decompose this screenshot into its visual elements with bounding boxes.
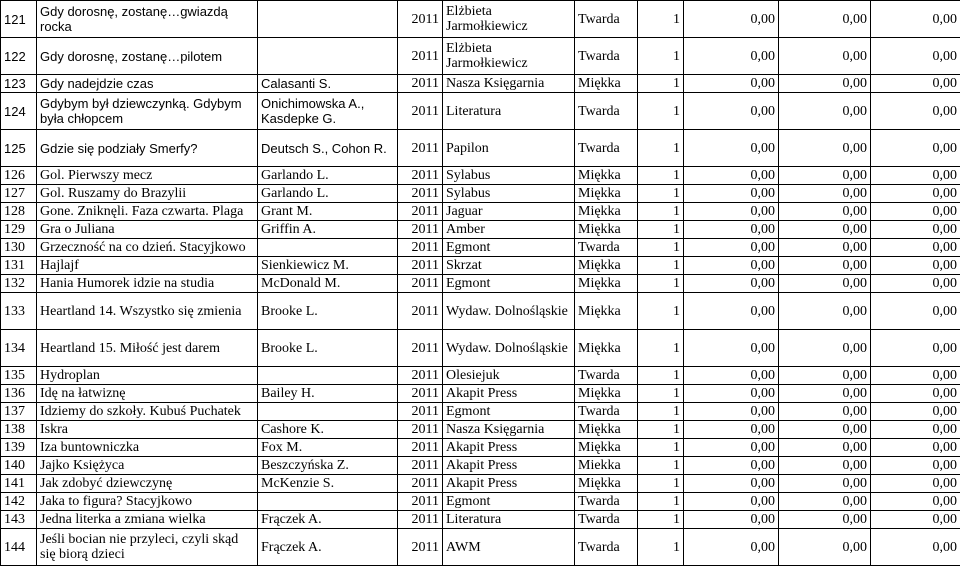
publisher-cell: Olesiejuk <box>443 367 575 385</box>
cover-cell: Twarda <box>575 493 638 511</box>
publisher-cell: Sylabus <box>443 167 575 185</box>
price-vat-cell: 0,00 <box>779 403 871 421</box>
price-vat-cell: 0,00 <box>779 239 871 257</box>
publisher-cell: Literatura <box>443 511 575 529</box>
cover-cell: Miękka <box>575 75 638 93</box>
publisher-cell: Sylabus <box>443 185 575 203</box>
quantity-cell: 1 <box>638 529 684 566</box>
title-cell: Gdy dorosnę, zostanę…gwiazdą rocka <box>37 1 258 38</box>
author-cell: Fox M. <box>258 439 398 457</box>
publisher-cell: Papilon <box>443 130 575 167</box>
table-row <box>1 1 960 38</box>
table-row <box>1 293 960 330</box>
author-cell: McDonald M. <box>258 275 398 293</box>
price-net-cell: 0,00 <box>684 257 779 275</box>
price-vat-cell: 0,00 <box>779 330 871 367</box>
price-net-cell: 0,00 <box>684 385 779 403</box>
price-net-cell: 0,00 <box>684 293 779 330</box>
cover-cell: Twarda <box>575 1 638 38</box>
title-cell: Grzeczność na co dzień. Stacyjkowo <box>37 239 258 257</box>
year-cell: 2011 <box>398 203 443 221</box>
table-row <box>1 239 960 257</box>
price-vat-cell: 0,00 <box>779 257 871 275</box>
quantity-cell: 1 <box>638 1 684 38</box>
year-cell: 2011 <box>398 38 443 75</box>
price-net-cell: 0,00 <box>684 493 779 511</box>
row-number-cell: 135 <box>1 367 37 385</box>
row-number-cell: 140 <box>1 457 37 475</box>
price-net-cell: 0,00 <box>684 439 779 457</box>
title-cell: Iskra <box>37 421 258 439</box>
author-cell: Frączek A. <box>258 529 398 566</box>
cover-cell: Twarda <box>575 529 638 566</box>
table-row <box>1 203 960 221</box>
quantity-cell: 1 <box>638 439 684 457</box>
title-cell: Gdybym był dziewczynką. Gdybym była chłopcem <box>37 93 258 130</box>
price-net-cell: 0,00 <box>684 330 779 367</box>
cover-cell: Miękka <box>575 330 638 367</box>
table-row <box>1 221 960 239</box>
row-number-cell: 141 <box>1 475 37 493</box>
price-gross-cell: 0,00 <box>871 257 960 275</box>
price-net-cell: 0,00 <box>684 511 779 529</box>
year-cell: 2011 <box>398 257 443 275</box>
price-vat-cell: 0,00 <box>779 385 871 403</box>
price-gross-cell: 0,00 <box>871 275 960 293</box>
title-cell: Jeśli bocian nie przyleci, czyli skąd się biorą dzieci <box>37 529 258 566</box>
price-vat-cell: 0,00 <box>779 185 871 203</box>
price-vat-cell: 0,00 <box>779 221 871 239</box>
row-number-cell: 144 <box>1 529 37 566</box>
table-row <box>1 257 960 275</box>
publisher-cell: Jaguar <box>443 203 575 221</box>
price-vat-cell: 0,00 <box>779 203 871 221</box>
price-net-cell: 0,00 <box>684 38 779 75</box>
publisher-cell: Akapit Press <box>443 457 575 475</box>
table-row <box>1 457 960 475</box>
year-cell: 2011 <box>398 221 443 239</box>
table-row <box>1 493 960 511</box>
cover-cell: Miękka <box>575 221 638 239</box>
row-number-cell: 123 <box>1 75 37 93</box>
row-number-cell: 128 <box>1 203 37 221</box>
table-row <box>1 421 960 439</box>
title-cell: Gdy nadejdzie czas <box>37 75 258 93</box>
cover-cell: Twarda <box>575 130 638 167</box>
cover-cell: Twarda <box>575 403 638 421</box>
title-cell: Jajko Księżyca <box>37 457 258 475</box>
cover-cell: Twarda <box>575 367 638 385</box>
year-cell: 2011 <box>398 167 443 185</box>
row-number-cell: 139 <box>1 439 37 457</box>
cover-cell: Twarda <box>575 511 638 529</box>
price-vat-cell: 0,00 <box>779 75 871 93</box>
price-vat-cell: 0,00 <box>779 439 871 457</box>
price-vat-cell: 0,00 <box>779 275 871 293</box>
title-cell: Hajlajf <box>37 257 258 275</box>
author-cell: Brooke L. <box>258 293 398 330</box>
year-cell: 2011 <box>398 239 443 257</box>
author-cell: Sienkiewicz M. <box>258 257 398 275</box>
year-cell: 2011 <box>398 457 443 475</box>
price-net-cell: 0,00 <box>684 367 779 385</box>
row-number-cell: 122 <box>1 38 37 75</box>
quantity-cell: 1 <box>638 457 684 475</box>
price-vat-cell: 0,00 <box>779 1 871 38</box>
row-number-cell: 134 <box>1 330 37 367</box>
author-cell: Bailey H. <box>258 385 398 403</box>
table-row <box>1 475 960 493</box>
table-row <box>1 385 960 403</box>
price-net-cell: 0,00 <box>684 529 779 566</box>
row-number-cell: 127 <box>1 185 37 203</box>
table-row <box>1 38 960 75</box>
year-cell: 2011 <box>398 293 443 330</box>
table-row <box>1 403 960 421</box>
cover-cell: Miękka <box>575 421 638 439</box>
title-cell: Jaka to figura? Stacyjkowo <box>37 493 258 511</box>
quantity-cell: 1 <box>638 185 684 203</box>
price-net-cell: 0,00 <box>684 1 779 38</box>
publisher-cell: Nasza Księgarnia <box>443 421 575 439</box>
author-cell: Deutsch S., Cohon R. <box>258 130 398 167</box>
table-row <box>1 275 960 293</box>
quantity-cell: 1 <box>638 93 684 130</box>
table-row <box>1 511 960 529</box>
quantity-cell: 1 <box>638 275 684 293</box>
price-gross-cell: 0,00 <box>871 75 960 93</box>
publisher-cell: Akapit Press <box>443 475 575 493</box>
cover-cell: Twarda <box>575 239 638 257</box>
year-cell: 2011 <box>398 385 443 403</box>
price-vat-cell: 0,00 <box>779 367 871 385</box>
title-cell: Idę na łatwiznę <box>37 385 258 403</box>
quantity-cell: 1 <box>638 239 684 257</box>
publisher-cell: Wydaw. Dolnośląskie <box>443 330 575 367</box>
row-number-cell: 129 <box>1 221 37 239</box>
quantity-cell: 1 <box>638 167 684 185</box>
year-cell: 2011 <box>398 1 443 38</box>
price-gross-cell: 0,00 <box>871 203 960 221</box>
author-cell: Brooke L. <box>258 330 398 367</box>
price-vat-cell: 0,00 <box>779 130 871 167</box>
author-cell: McKenzie S. <box>258 475 398 493</box>
year-cell: 2011 <box>398 330 443 367</box>
quantity-cell: 1 <box>638 385 684 403</box>
table-row <box>1 93 960 130</box>
year-cell: 2011 <box>398 511 443 529</box>
quantity-cell: 1 <box>638 38 684 75</box>
publisher-cell: Nasza Księgarnia <box>443 75 575 93</box>
year-cell: 2011 <box>398 421 443 439</box>
year-cell: 2011 <box>398 475 443 493</box>
price-vat-cell: 0,00 <box>779 475 871 493</box>
cover-cell: Twarda <box>575 38 638 75</box>
price-net-cell: 0,00 <box>684 93 779 130</box>
title-cell: Heartland 14. Wszystko się zmienia <box>37 293 258 330</box>
price-vat-cell: 0,00 <box>779 421 871 439</box>
price-net-cell: 0,00 <box>684 457 779 475</box>
publisher-cell: Elżbieta Jarmołkiewicz <box>443 1 575 38</box>
price-gross-cell: 0,00 <box>871 38 960 75</box>
publisher-cell: Egmont <box>443 403 575 421</box>
year-cell: 2011 <box>398 403 443 421</box>
publisher-cell: Egmont <box>443 239 575 257</box>
price-gross-cell: 0,00 <box>871 367 960 385</box>
author-cell: Grant M. <box>258 203 398 221</box>
row-number-cell: 124 <box>1 93 37 130</box>
table-row <box>1 330 960 367</box>
row-number-cell: 125 <box>1 130 37 167</box>
price-vat-cell: 0,00 <box>779 529 871 566</box>
row-number-cell: 137 <box>1 403 37 421</box>
price-gross-cell: 0,00 <box>871 167 960 185</box>
publisher-cell: Akapit Press <box>443 439 575 457</box>
row-number-cell: 133 <box>1 293 37 330</box>
price-gross-cell: 0,00 <box>871 385 960 403</box>
publisher-cell: Egmont <box>443 493 575 511</box>
price-net-cell: 0,00 <box>684 403 779 421</box>
cover-cell: Miękka <box>575 385 638 403</box>
year-cell: 2011 <box>398 367 443 385</box>
price-vat-cell: 0,00 <box>779 38 871 75</box>
price-vat-cell: 0,00 <box>779 93 871 130</box>
row-number-cell: 136 <box>1 385 37 403</box>
author-cell: Onichimowska A., Kasdepke G. <box>258 93 398 130</box>
quantity-cell: 1 <box>638 475 684 493</box>
price-gross-cell: 0,00 <box>871 493 960 511</box>
table-row <box>1 167 960 185</box>
price-gross-cell: 0,00 <box>871 511 960 529</box>
cover-cell: Twarda <box>575 93 638 130</box>
price-gross-cell: 0,00 <box>871 403 960 421</box>
author-cell: Griffin A. <box>258 221 398 239</box>
price-vat-cell: 0,00 <box>779 457 871 475</box>
row-number-cell: 138 <box>1 421 37 439</box>
author-cell <box>258 1 398 38</box>
title-cell: Heartland 15. Miłość jest darem <box>37 330 258 367</box>
cover-cell: Miękka <box>575 475 638 493</box>
price-net-cell: 0,00 <box>684 203 779 221</box>
cover-cell: Miękka <box>575 167 638 185</box>
author-cell <box>258 38 398 75</box>
row-number-cell: 130 <box>1 239 37 257</box>
table-row <box>1 529 960 566</box>
quantity-cell: 1 <box>638 421 684 439</box>
table-row <box>1 439 960 457</box>
publisher-cell: Egmont <box>443 275 575 293</box>
price-vat-cell: 0,00 <box>779 511 871 529</box>
year-cell: 2011 <box>398 493 443 511</box>
table-row <box>1 185 960 203</box>
price-gross-cell: 0,00 <box>871 185 960 203</box>
quantity-cell: 1 <box>638 511 684 529</box>
row-number-cell: 131 <box>1 257 37 275</box>
quantity-cell: 1 <box>638 75 684 93</box>
cover-cell: Miękka <box>575 439 638 457</box>
price-vat-cell: 0,00 <box>779 167 871 185</box>
author-cell <box>258 239 398 257</box>
quantity-cell: 1 <box>638 367 684 385</box>
price-net-cell: 0,00 <box>684 221 779 239</box>
cover-cell: Miękka <box>575 275 638 293</box>
price-net-cell: 0,00 <box>684 421 779 439</box>
cover-cell: Miękka <box>575 185 638 203</box>
year-cell: 2011 <box>398 75 443 93</box>
author-cell: Cashore K. <box>258 421 398 439</box>
publisher-cell: Literatura <box>443 93 575 130</box>
author-cell <box>258 367 398 385</box>
publisher-cell: Amber <box>443 221 575 239</box>
title-cell: Jedna literka a zmiana wielka <box>37 511 258 529</box>
cover-cell: Miękka <box>575 257 638 275</box>
price-net-cell: 0,00 <box>684 239 779 257</box>
title-cell: Gone. Zniknęli. Faza czwarta. Plaga <box>37 203 258 221</box>
quantity-cell: 1 <box>638 203 684 221</box>
cover-cell: Miękka <box>575 203 638 221</box>
table-row <box>1 75 960 93</box>
year-cell: 2011 <box>398 93 443 130</box>
author-cell: Beszczyńska Z. <box>258 457 398 475</box>
price-gross-cell: 0,00 <box>871 93 960 130</box>
cover-cell: Miekka <box>575 457 638 475</box>
author-cell: Calasanti S. <box>258 75 398 93</box>
price-gross-cell: 0,00 <box>871 1 960 38</box>
price-vat-cell: 0,00 <box>779 493 871 511</box>
author-cell: Garlando L. <box>258 167 398 185</box>
row-number-cell: 121 <box>1 1 37 38</box>
price-gross-cell: 0,00 <box>871 239 960 257</box>
quantity-cell: 1 <box>638 257 684 275</box>
price-net-cell: 0,00 <box>684 475 779 493</box>
price-gross-cell: 0,00 <box>871 130 960 167</box>
quantity-cell: 1 <box>638 130 684 167</box>
title-cell: Jak zdobyć dziewczynę <box>37 475 258 493</box>
publisher-cell: Wydaw. Dolnośląskie <box>443 293 575 330</box>
quantity-cell: 1 <box>638 221 684 239</box>
year-cell: 2011 <box>398 439 443 457</box>
price-net-cell: 0,00 <box>684 75 779 93</box>
author-cell: Frączek A. <box>258 511 398 529</box>
table-row <box>1 130 960 167</box>
author-cell <box>258 403 398 421</box>
price-net-cell: 0,00 <box>684 130 779 167</box>
title-cell: Gdy dorosnę, zostanę…pilotem <box>37 38 258 75</box>
quantity-cell: 1 <box>638 493 684 511</box>
year-cell: 2011 <box>398 185 443 203</box>
title-cell: Idziemy do szkoły. Kubuś Puchatek <box>37 403 258 421</box>
title-cell: Gol. Pierwszy mecz <box>37 167 258 185</box>
year-cell: 2011 <box>398 275 443 293</box>
author-cell <box>258 493 398 511</box>
publisher-cell: Akapit Press <box>443 385 575 403</box>
row-number-cell: 142 <box>1 493 37 511</box>
title-cell: Gra o Juliana <box>37 221 258 239</box>
price-gross-cell: 0,00 <box>871 330 960 367</box>
publisher-cell: AWM <box>443 529 575 566</box>
quantity-cell: 1 <box>638 293 684 330</box>
price-vat-cell: 0,00 <box>779 293 871 330</box>
row-number-cell: 143 <box>1 511 37 529</box>
row-number-cell: 132 <box>1 275 37 293</box>
year-cell: 2011 <box>398 529 443 566</box>
table-row <box>1 367 960 385</box>
title-cell: Iza buntowniczka <box>37 439 258 457</box>
title-cell: Gdzie się podziały Smerfy? <box>37 130 258 167</box>
year-cell: 2011 <box>398 130 443 167</box>
price-gross-cell: 0,00 <box>871 439 960 457</box>
price-gross-cell: 0,00 <box>871 475 960 493</box>
author-cell: Garlando L. <box>258 185 398 203</box>
title-cell: Hania Humorek idzie na studia <box>37 275 258 293</box>
price-gross-cell: 0,00 <box>871 457 960 475</box>
publisher-cell: Skrzat <box>443 257 575 275</box>
title-cell: Hydroplan <box>37 367 258 385</box>
price-net-cell: 0,00 <box>684 185 779 203</box>
row-number-cell: 126 <box>1 167 37 185</box>
price-gross-cell: 0,00 <box>871 421 960 439</box>
price-gross-cell: 0,00 <box>871 293 960 330</box>
publisher-cell: Elżbieta Jarmołkiewicz <box>443 38 575 75</box>
price-gross-cell: 0,00 <box>871 221 960 239</box>
quantity-cell: 1 <box>638 403 684 421</box>
price-net-cell: 0,00 <box>684 167 779 185</box>
cover-cell: Miękka <box>575 293 638 330</box>
title-cell: Gol. Ruszamy do Brazylii <box>37 185 258 203</box>
price-gross-cell: 0,00 <box>871 529 960 566</box>
price-net-cell: 0,00 <box>684 275 779 293</box>
quantity-cell: 1 <box>638 330 684 367</box>
